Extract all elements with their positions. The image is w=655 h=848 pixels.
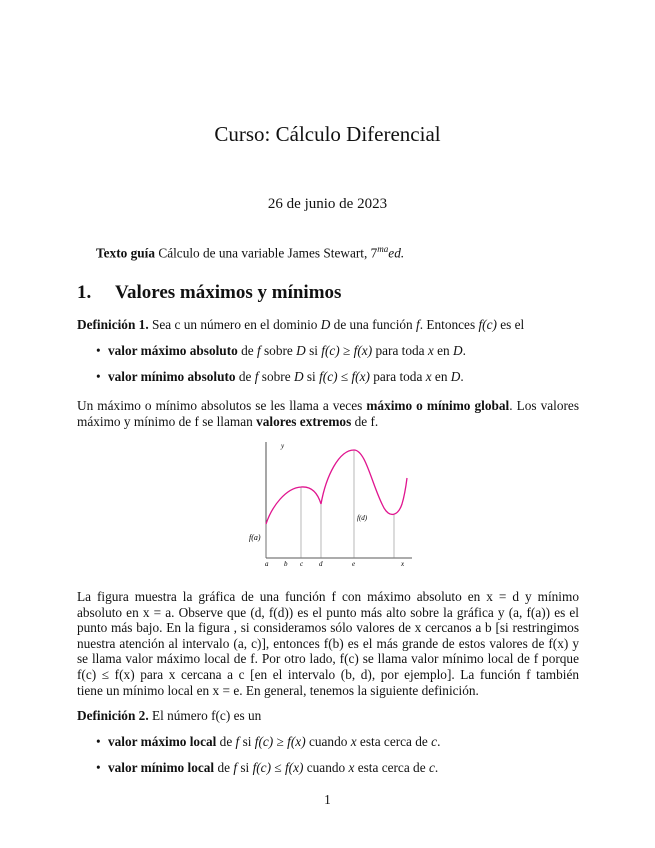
- definition-1-item-min: • valor mínimo absoluto de f sobre D si f(c) ≤ f(x) para toda x en D.: [96, 369, 464, 384]
- x-tick-b: b: [284, 560, 288, 568]
- definition-2-item-max: • valor máximo local de f si f(c) ≥ f(x) cuando x esta cerca de c.: [96, 734, 441, 749]
- x-tick-d: d: [319, 560, 323, 568]
- figure-fa-label: f(a): [249, 533, 261, 542]
- function-curve: [266, 450, 407, 524]
- document-date: 26 de junio de 2023: [267, 196, 388, 212]
- figure-x-ticks: [265, 560, 405, 568]
- x-tick-c: c: [300, 560, 304, 568]
- section-title: Valores máximos y mínimos: [115, 282, 342, 303]
- definition-1-item-max: • valor máximo absoluto de f sobre D si f(c) ≥ f(x) para toda x en D.: [96, 343, 466, 358]
- paragraph-extremes: Un máximo o mínimo absolutos se les llama a veces máximo o mínimo global. Los valores máximo y mínimo de f se llaman valores extremos de f.: [77, 398, 579, 429]
- section-number: 1.: [77, 282, 92, 303]
- document-title: Curso: Cálculo Diferencial: [214, 122, 441, 146]
- guide-text: [96, 244, 404, 261]
- guide-label: Texto guía: [96, 245, 155, 261]
- definition-1-label: Definición 1.: [77, 317, 149, 332]
- definition-1: Definición 1. Sea c un número en el dominio D de una función f. Entonces f(c) es el: [77, 317, 525, 332]
- page-number: 1: [324, 792, 331, 807]
- paragraph-local-extrema: La figura muestra la gráfica de una función f con máximo absoluto en x = d y mínimo absoluto en x = a. Observe que (d, f(d)) es el punto más alto sobre la gráfica y (a, f(a)) es el punto más bajo. En la figura , si consideramos sólo valores de x cercanos a b [si restringimos nuestra atención al intervalo (a, c)], entonces f(b) es el más grande de estos valores de f(x) y se llama valor máximo local de f. Por otro lado, f(c) se llama valor mínimo local de f porque f(c) ≤ f(x) para x cercana a c [en el intervalo (b, d), por ejemplo]. La función f también tiene un mínimo local en x = e. En general, tenemos la siguiente definición.: [77, 589, 579, 698]
- figure-fd-label: f(d): [357, 514, 368, 522]
- figure-y-label: y: [281, 442, 285, 450]
- definition-2-label: Definición 2.: [77, 708, 149, 723]
- x-tick-e: e: [352, 560, 356, 568]
- guide-suffix: ed.: [388, 245, 405, 261]
- extrema-figure: [244, 436, 414, 572]
- guide-book: Cálculo de una variable James Stewart, 7: [158, 245, 378, 261]
- section-heading: [77, 282, 341, 304]
- definition-2-item-min: • valor mínimo local de f si f(c) ≤ f(x) cuando x esta cerca de c.: [96, 760, 439, 775]
- definition-2: Definición 2. El número f(c) es un: [77, 708, 262, 723]
- x-tick-x: x: [401, 560, 405, 568]
- figure-guides: [266, 450, 394, 558]
- x-tick-a: a: [265, 560, 269, 568]
- guide-sup: ma: [377, 244, 389, 254]
